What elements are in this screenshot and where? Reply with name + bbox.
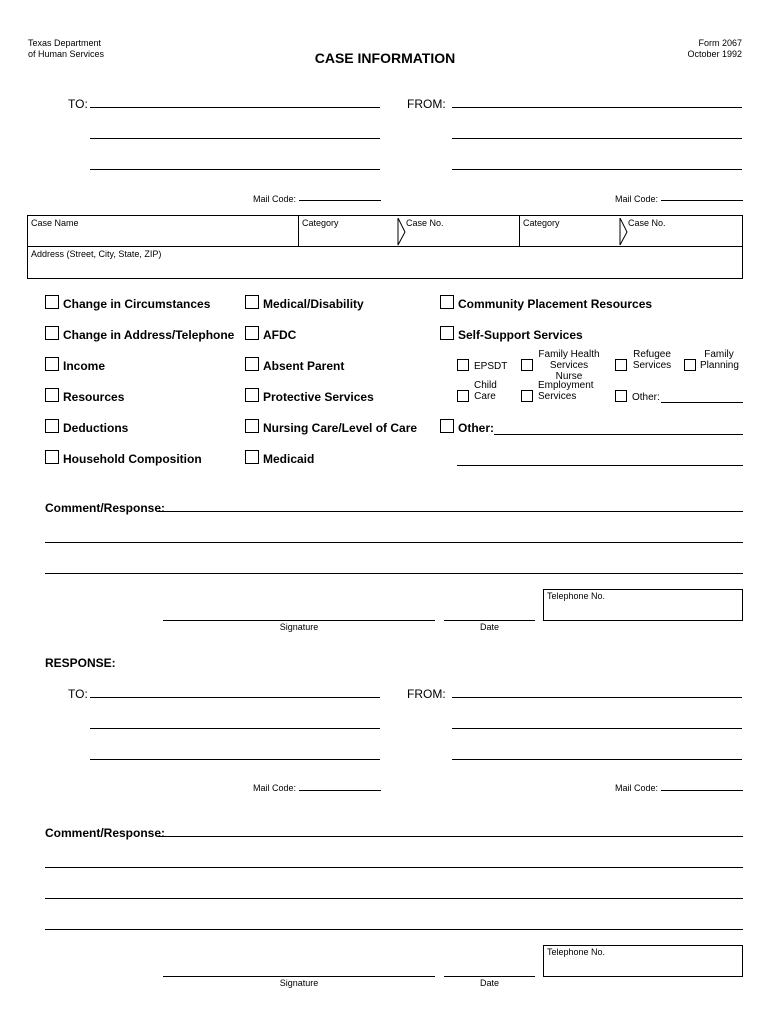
checkbox-protective-services[interactable] <box>245 388 259 402</box>
signature-label-1: Signature <box>279 622 319 632</box>
from-field-line1[interactable] <box>452 107 742 108</box>
label-afdc: AFDC <box>263 328 297 342</box>
checkbox-community-placement[interactable] <box>440 295 454 309</box>
label-nursing-care: Nursing Care/Level of Care <box>263 421 418 435</box>
label-refugee-line2: Services <box>632 360 672 371</box>
page-title: CASE INFORMATION <box>314 50 456 66</box>
response-to-mail-code-field[interactable] <box>299 790 381 791</box>
comment-field-2-line3[interactable] <box>45 898 743 899</box>
label-refugee-line1: Refugee <box>633 349 671 360</box>
label-household-composition: Household Composition <box>63 452 202 466</box>
comment-field-2-line2[interactable] <box>45 867 743 868</box>
date-label-1: Date <box>479 622 499 632</box>
label-family-planning-line2: Planning <box>700 360 739 371</box>
label-community-placement: Community Placement Resources <box>458 297 653 311</box>
response-to-field-line3[interactable] <box>90 759 380 760</box>
date-field-1[interactable] <box>444 620 535 621</box>
response-to-mail-code-label: Mail Code: <box>253 783 297 793</box>
to-field-line1[interactable] <box>90 107 380 108</box>
label-employment-line2: Services <box>538 391 577 402</box>
comment-label-2: Comment/Response: <box>45 826 166 840</box>
from-mail-code-field[interactable] <box>661 200 743 201</box>
checkbox-family-planning[interactable] <box>684 359 696 371</box>
comment-field-2-line1[interactable] <box>158 836 743 837</box>
form-number: Form 2067 <box>698 38 742 48</box>
label-employment-line1: Employment <box>538 380 594 391</box>
label-absent-parent: Absent Parent <box>263 359 345 373</box>
checkbox-deductions[interactable] <box>45 419 59 433</box>
response-to-field-line1[interactable] <box>90 697 380 698</box>
agency-line2: of Human Services <box>28 49 105 59</box>
checkbox-self-support-other[interactable] <box>615 390 627 402</box>
response-from-field-line3[interactable] <box>452 759 742 760</box>
response-to-label: TO: <box>68 687 88 701</box>
case-table-col-divider-1 <box>298 215 299 246</box>
case-name-label: Case Name <box>31 218 79 228</box>
to-mail-code-label: Mail Code: <box>253 194 297 204</box>
label-family-health-line1: Family Health <box>538 349 600 360</box>
label-income: Income <box>63 359 106 373</box>
label-self-support-other: Other: <box>632 392 660 403</box>
label-other: Other: <box>458 421 494 435</box>
checkbox-employment-services[interactable] <box>521 390 533 402</box>
checkbox-household-composition[interactable] <box>45 450 59 464</box>
from-label: FROM: <box>407 97 446 111</box>
label-epsdt: EPSDT <box>474 361 508 372</box>
category-label-1: Category <box>302 218 339 228</box>
response-from-field-line2[interactable] <box>452 728 742 729</box>
response-from-mail-code-field[interactable] <box>661 790 743 791</box>
response-from-mail-code-label: Mail Code: <box>615 783 659 793</box>
self-support-other-field[interactable] <box>661 402 743 403</box>
checkbox-child-care[interactable] <box>457 390 469 402</box>
checkbox-absent-parent[interactable] <box>245 357 259 371</box>
category-arrow-icon-1 <box>397 218 407 246</box>
response-from-label: FROM: <box>407 687 446 701</box>
checkbox-nursing-care[interactable] <box>245 419 259 433</box>
label-family-health-nurse <box>538 349 600 382</box>
category-label-2: Category <box>523 218 560 228</box>
to-field-line2[interactable] <box>90 138 380 139</box>
checkbox-afdc[interactable] <box>245 326 259 340</box>
from-mail-code-label: Mail Code: <box>615 194 659 204</box>
label-employment-services <box>538 380 594 402</box>
signature-field-2[interactable] <box>163 976 435 977</box>
agency-line1: Texas Department <box>28 38 102 48</box>
form-date: October 1992 <box>687 49 742 59</box>
case-no-label-1: Case No. <box>406 218 444 228</box>
label-change-in-circumstances: Change in Circumstances <box>63 297 211 311</box>
label-change-in-address: Change in Address/Telephone <box>63 328 235 342</box>
to-field-line3[interactable] <box>90 169 380 170</box>
comment-field-1-line3[interactable] <box>45 573 743 574</box>
checkbox-family-health-nurse[interactable] <box>521 359 533 371</box>
signature-label-2: Signature <box>279 978 319 988</box>
checkbox-income[interactable] <box>45 357 59 371</box>
checkbox-self-support[interactable] <box>440 326 454 340</box>
label-medical-disability: Medical/Disability <box>263 297 364 311</box>
from-field-line2[interactable] <box>452 138 742 139</box>
label-medicaid: Medicaid <box>263 452 315 466</box>
signature-field-1[interactable] <box>163 620 435 621</box>
category-arrow-icon-2 <box>619 218 629 246</box>
from-field-line3[interactable] <box>452 169 742 170</box>
response-from-field-line1[interactable] <box>452 697 742 698</box>
case-table-col-divider-2 <box>519 215 520 246</box>
label-family-planning <box>700 349 738 371</box>
label-child-care-line2: Care <box>474 391 496 402</box>
case-no-label-2: Case No. <box>628 218 666 228</box>
response-heading: RESPONSE: <box>45 656 116 670</box>
checkbox-refugee-services[interactable] <box>615 359 627 371</box>
response-to-field-line2[interactable] <box>90 728 380 729</box>
checkbox-change-in-address[interactable] <box>45 326 59 340</box>
other-field-line1[interactable] <box>494 434 743 435</box>
label-child-care <box>474 380 496 402</box>
to-label: TO: <box>68 97 88 111</box>
form-id <box>687 38 742 60</box>
checkbox-change-in-circumstances[interactable] <box>45 295 59 309</box>
label-resources: Resources <box>63 390 125 404</box>
label-deductions: Deductions <box>63 421 129 435</box>
comment-field-1-line2[interactable] <box>45 542 743 543</box>
checkbox-medicaid[interactable] <box>245 450 259 464</box>
comment-label-1: Comment/Response: <box>45 501 166 515</box>
label-protective-services: Protective Services <box>263 390 374 404</box>
address-label: Address (Street, City, State, ZIP) <box>31 249 162 259</box>
label-family-health-line2: Services Nurse <box>549 360 589 382</box>
other-field-line2[interactable] <box>457 465 743 466</box>
label-child-care-line1: Child <box>474 380 497 391</box>
checkbox-other[interactable] <box>440 419 454 433</box>
checkbox-epsdt[interactable] <box>457 359 469 371</box>
case-table-divider <box>27 246 743 247</box>
date-label-2: Date <box>479 978 499 988</box>
to-mail-code-field[interactable] <box>299 200 381 201</box>
telephone-label-2: Telephone No. <box>547 947 606 957</box>
checkbox-resources[interactable] <box>45 388 59 402</box>
comment-field-1-line1[interactable] <box>158 511 743 512</box>
label-self-support: Self-Support Services <box>458 328 583 342</box>
telephone-label-1: Telephone No. <box>547 591 606 601</box>
label-refugee-services <box>632 349 672 371</box>
label-family-planning-line1: Family <box>704 349 734 360</box>
checkbox-medical-disability[interactable] <box>245 295 259 309</box>
comment-field-2-line4[interactable] <box>45 929 743 930</box>
date-field-2[interactable] <box>444 976 535 977</box>
